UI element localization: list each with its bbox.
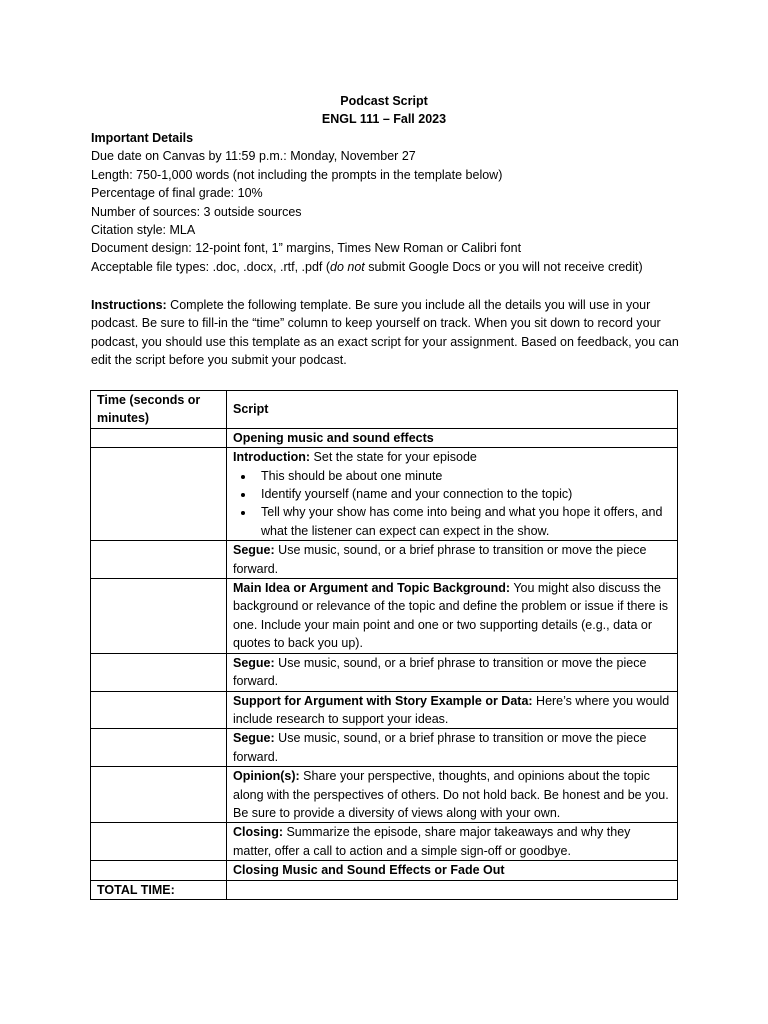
segue-cell [227,541,678,579]
file-types [91,258,691,276]
table-row [91,448,678,541]
table-row [91,541,678,579]
opinion-label: Opinion(s): [233,769,300,784]
opinion-text: Share your perspective, thoughts, and opinions about the topic along with the perspectives of others. Do not hold back. Be honest and be you. Be sure to provide a diversity of views along with your own. [233,769,669,820]
closing-cell [227,823,678,861]
segue-cell [227,653,678,691]
script-table [90,390,678,900]
opinion-cell [227,767,678,823]
main-idea-cell [227,579,678,654]
support-cell [227,691,678,729]
table-header-row [91,391,678,429]
length-requirement: Length: 750-1,000 words (not including the prompts in the template below) [91,167,503,182]
total-time-value-cell[interactable] [227,880,678,899]
segue-text: Use music, sound, or a brief phrase to transition or move the piece forward. [233,655,647,689]
closing-label: Closing: [233,825,283,840]
instructions-paragraph [91,296,681,370]
time-cell[interactable] [91,767,227,823]
table-row [91,653,678,691]
support-label: Support for Argument with Story Example or Data: [233,693,533,708]
list-item: • Identify yourself (name and your connection to the topic) [255,485,671,503]
segue-text: Use music, sound, or a brief phrase to transition or move the piece forward. [233,543,647,576]
introduction-label: Introduction: [233,450,311,465]
introduction-cell [227,448,678,541]
segue-cell [227,729,678,767]
time-cell[interactable] [91,448,227,541]
title-block [0,92,768,129]
total-time-label: TOTAL TIME: [91,880,227,899]
details-heading: Important Details [91,131,194,145]
important-details [91,129,691,276]
closing-text: Summarize the episode, share major takeaways and why they matter, offer a call to action and a simple sign-off or goodbye. [233,825,631,858]
file-types-post: submit Google Docs or you will not receive credit) [364,259,643,274]
table-row [91,579,678,654]
list-item: • Tell why your show has come into being and what you hope it offers, and what the listener can expect can expect in the show. [255,503,671,540]
instructions-text: Complete the following template. Be sure you include all the details you will use in your podcast. Be sure to fill-in the “time” column to keep yourself on track. When you sit down to record your podcast, you should use this template as an exact script for your assignment. Based on feedback, you can edit the script before you submit your podcast. [91,298,679,368]
file-types-emphasis: do not [330,259,365,274]
table-row [91,729,678,767]
time-cell[interactable] [91,428,227,447]
file-types-pre: Acceptable file types: .doc, .docx, .rtf, .pdf ( [91,259,331,274]
citation-style: Citation style: MLA [91,222,196,237]
segue-label: Segue: [233,543,275,558]
grade-percentage: Percentage of final grade: 10% [91,186,263,201]
segue-label: Segue: [233,731,275,746]
main-idea-label: Main Idea or Argument and Topic Background: [233,581,511,596]
main-idea-text: You might also discuss the background or relevance of the topic and define the problem or issue if there is one. Include your main point and one or two supporting details (e.g., data or quotes to back you up). [233,581,668,651]
introduction-bullets [233,467,671,541]
script-column-header: Script [227,391,678,429]
course-title: ENGL 111 – Fall 2023 [321,112,447,127]
table-row [91,691,678,729]
time-cell[interactable] [91,823,227,861]
table-row [91,861,678,880]
segue-label: Segue: [233,655,275,670]
list-item: • This should be about one minute [255,467,671,485]
time-column-header: Time (seconds or minutes) [91,391,227,429]
table-row [91,823,678,861]
document-design: Document design: 12-point font, 1” margins, Times New Roman or Calibri font [91,241,522,256]
instructions-label: Instructions: [91,298,167,312]
time-cell[interactable] [91,653,227,691]
segue-text: Use music, sound, or a brief phrase to transition or move the piece forward. [233,731,647,764]
document-title: Podcast Script [340,94,428,108]
source-count: Number of sources: 3 outside sources [91,204,302,219]
time-cell[interactable] [91,861,227,880]
table-row [91,767,678,823]
time-cell[interactable] [91,541,227,579]
time-cell[interactable] [91,579,227,654]
due-date: Due date on Canvas by 11:59 p.m.: Monday, November 27 [91,149,416,164]
time-cell[interactable] [91,691,227,729]
closing-music-cell: Closing Music and Sound Effects or Fade Out [227,861,678,880]
support-text: Here’s where you would include research to support your ideas. [233,693,670,726]
total-time-row [91,880,678,899]
opening-cell: Opening music and sound effects [227,428,678,447]
table-row [91,428,678,447]
introduction-text: Set the state for your episode [310,450,477,465]
time-cell[interactable] [91,729,227,767]
